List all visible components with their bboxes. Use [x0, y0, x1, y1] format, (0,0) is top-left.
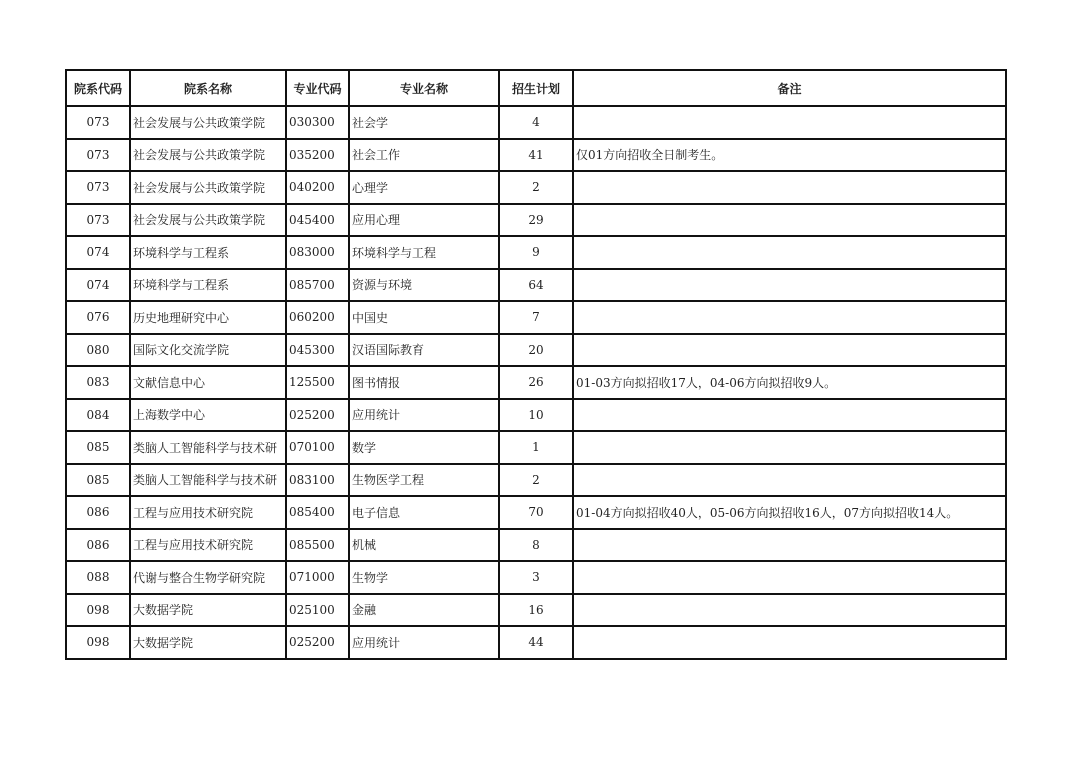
dept-name-cell: 类脑人工智能科学与技术研: [130, 464, 286, 497]
enrollment-count-cell: 9: [499, 236, 573, 269]
major-code-cell: 125500: [286, 366, 349, 399]
major-code-cell: 070100: [286, 431, 349, 464]
dept-name-cell: 文献信息中心: [130, 366, 286, 399]
table-row: [66, 399, 1006, 432]
major-code-cell: 035200: [286, 139, 349, 172]
table-row: [66, 594, 1006, 627]
major-name-cell: 中国史: [349, 301, 499, 334]
major-name-header: 专业名称: [349, 70, 499, 106]
enrollment-count-cell: 3: [499, 561, 573, 594]
remarks-cell: [573, 236, 1006, 269]
enrollment-count-cell: 10: [499, 399, 573, 432]
major-name-cell: 应用统计: [349, 399, 499, 432]
major-code-cell: 060200: [286, 301, 349, 334]
remarks-cell: [573, 431, 1006, 464]
enrollment-count-cell: 44: [499, 626, 573, 659]
dept-name-cell: 社会发展与公共政策学院: [130, 139, 286, 172]
table-row: [66, 529, 1006, 562]
major-name-cell: 资源与环境: [349, 269, 499, 302]
enrollment-count-cell: 4: [499, 106, 573, 139]
dept-code-cell: 084: [66, 399, 130, 432]
dept-name-cell: 社会发展与公共政策学院: [130, 204, 286, 237]
table-row: [66, 626, 1006, 659]
major-code-cell: 045300: [286, 334, 349, 367]
dept-code-cell: 073: [66, 106, 130, 139]
remarks-cell: 仅01方向招收全日制考生。: [573, 139, 1006, 172]
enrollment-count-cell: 16: [499, 594, 573, 627]
enrollment-count-cell: 1: [499, 431, 573, 464]
dept-code-cell: 086: [66, 496, 130, 529]
enrollment-count-cell: 26: [499, 366, 573, 399]
major-code-cell: 085500: [286, 529, 349, 562]
table-row: [66, 561, 1006, 594]
table-row: [66, 204, 1006, 237]
dept-name-cell: 环境科学与工程系: [130, 236, 286, 269]
header-row: [66, 70, 1006, 106]
enrollment-plan-header: 招生计划: [499, 70, 573, 106]
enrollment-count-cell: 20: [499, 334, 573, 367]
major-code-cell: 085400: [286, 496, 349, 529]
major-name-cell: 电子信息: [349, 496, 499, 529]
table-row: [66, 236, 1006, 269]
major-name-cell: 生物学: [349, 561, 499, 594]
table-row: [66, 334, 1006, 367]
table-row: [66, 464, 1006, 497]
table-row: [66, 171, 1006, 204]
major-code-cell: 025200: [286, 626, 349, 659]
major-code-cell: 030300: [286, 106, 349, 139]
remarks-cell: [573, 399, 1006, 432]
enrollment-count-cell: 8: [499, 529, 573, 562]
dept-name-cell: 工程与应用技术研究院: [130, 496, 286, 529]
major-name-cell: 应用统计: [349, 626, 499, 659]
table-row: [66, 366, 1006, 399]
table-row: [66, 496, 1006, 529]
major-name-cell: 数学: [349, 431, 499, 464]
dept-name-cell: 社会发展与公共政策学院: [130, 106, 286, 139]
major-code-header: 专业代码: [286, 70, 349, 106]
remarks-cell: [573, 171, 1006, 204]
remarks-cell: [573, 334, 1006, 367]
table-row: [66, 301, 1006, 334]
enrollment-count-cell: 29: [499, 204, 573, 237]
major-code-cell: 025100: [286, 594, 349, 627]
dept-code-header: 院系代码: [66, 70, 130, 106]
dept-code-cell: 083: [66, 366, 130, 399]
major-code-cell: 040200: [286, 171, 349, 204]
remarks-cell: [573, 594, 1006, 627]
enrollment-count-cell: 64: [499, 269, 573, 302]
dept-code-cell: 085: [66, 464, 130, 497]
major-name-cell: 金融: [349, 594, 499, 627]
dept-name-cell: 上海数学中心: [130, 399, 286, 432]
remarks-cell: [573, 529, 1006, 562]
remarks-cell: 01-03方向拟招收17人，04-06方向拟招收9人。: [573, 366, 1006, 399]
table-row: [66, 431, 1006, 464]
dept-code-cell: 085: [66, 431, 130, 464]
major-name-cell: 机械: [349, 529, 499, 562]
dept-name-cell: 工程与应用技术研究院: [130, 529, 286, 562]
major-code-cell: 083100: [286, 464, 349, 497]
dept-code-cell: 074: [66, 236, 130, 269]
major-name-cell: 生物医学工程: [349, 464, 499, 497]
dept-name-cell: 大数据学院: [130, 594, 286, 627]
dept-code-cell: 080: [66, 334, 130, 367]
remarks-cell: [573, 301, 1006, 334]
dept-name-cell: 大数据学院: [130, 626, 286, 659]
dept-name-cell: 类脑人工智能科学与技术研: [130, 431, 286, 464]
dept-code-cell: 098: [66, 594, 130, 627]
dept-code-cell: 088: [66, 561, 130, 594]
enrollment-plan-table: [65, 69, 1007, 660]
major-name-cell: 社会工作: [349, 139, 499, 172]
remarks-cell: [573, 561, 1006, 594]
major-code-cell: 045400: [286, 204, 349, 237]
remarks-cell: 01-04方向拟招收40人，05-06方向拟招收16人，07方向拟招收14人。: [573, 496, 1006, 529]
enrollment-count-cell: 41: [499, 139, 573, 172]
remarks-cell: [573, 204, 1006, 237]
table-row: [66, 139, 1006, 172]
dept-name-cell: 代谢与整合生物学研究院: [130, 561, 286, 594]
dept-name-cell: 社会发展与公共政策学院: [130, 171, 286, 204]
dept-code-cell: 073: [66, 171, 130, 204]
enrollment-count-cell: 2: [499, 171, 573, 204]
remarks-header: 备注: [573, 70, 1006, 106]
dept-code-cell: 076: [66, 301, 130, 334]
enrollment-count-cell: 7: [499, 301, 573, 334]
table-row: [66, 269, 1006, 302]
dept-name-header: 院系名称: [130, 70, 286, 106]
dept-name-cell: 历史地理研究中心: [130, 301, 286, 334]
major-name-cell: 汉语国际教育: [349, 334, 499, 367]
dept-code-cell: 098: [66, 626, 130, 659]
enrollment-count-cell: 2: [499, 464, 573, 497]
dept-name-cell: 国际文化交流学院: [130, 334, 286, 367]
dept-code-cell: 073: [66, 139, 130, 172]
remarks-cell: [573, 626, 1006, 659]
remarks-cell: [573, 106, 1006, 139]
remarks-cell: [573, 269, 1006, 302]
major-name-cell: 社会学: [349, 106, 499, 139]
enrollment-count-cell: 70: [499, 496, 573, 529]
dept-code-cell: 074: [66, 269, 130, 302]
major-code-cell: 085700: [286, 269, 349, 302]
major-code-cell: 083000: [286, 236, 349, 269]
major-code-cell: 025200: [286, 399, 349, 432]
major-name-cell: 图书情报: [349, 366, 499, 399]
remarks-cell: [573, 464, 1006, 497]
major-name-cell: 应用心理: [349, 204, 499, 237]
major-name-cell: 环境科学与工程: [349, 236, 499, 269]
major-code-cell: 071000: [286, 561, 349, 594]
dept-name-cell: 环境科学与工程系: [130, 269, 286, 302]
table-row: [66, 106, 1006, 139]
dept-code-cell: 086: [66, 529, 130, 562]
major-name-cell: 心理学: [349, 171, 499, 204]
dept-code-cell: 073: [66, 204, 130, 237]
